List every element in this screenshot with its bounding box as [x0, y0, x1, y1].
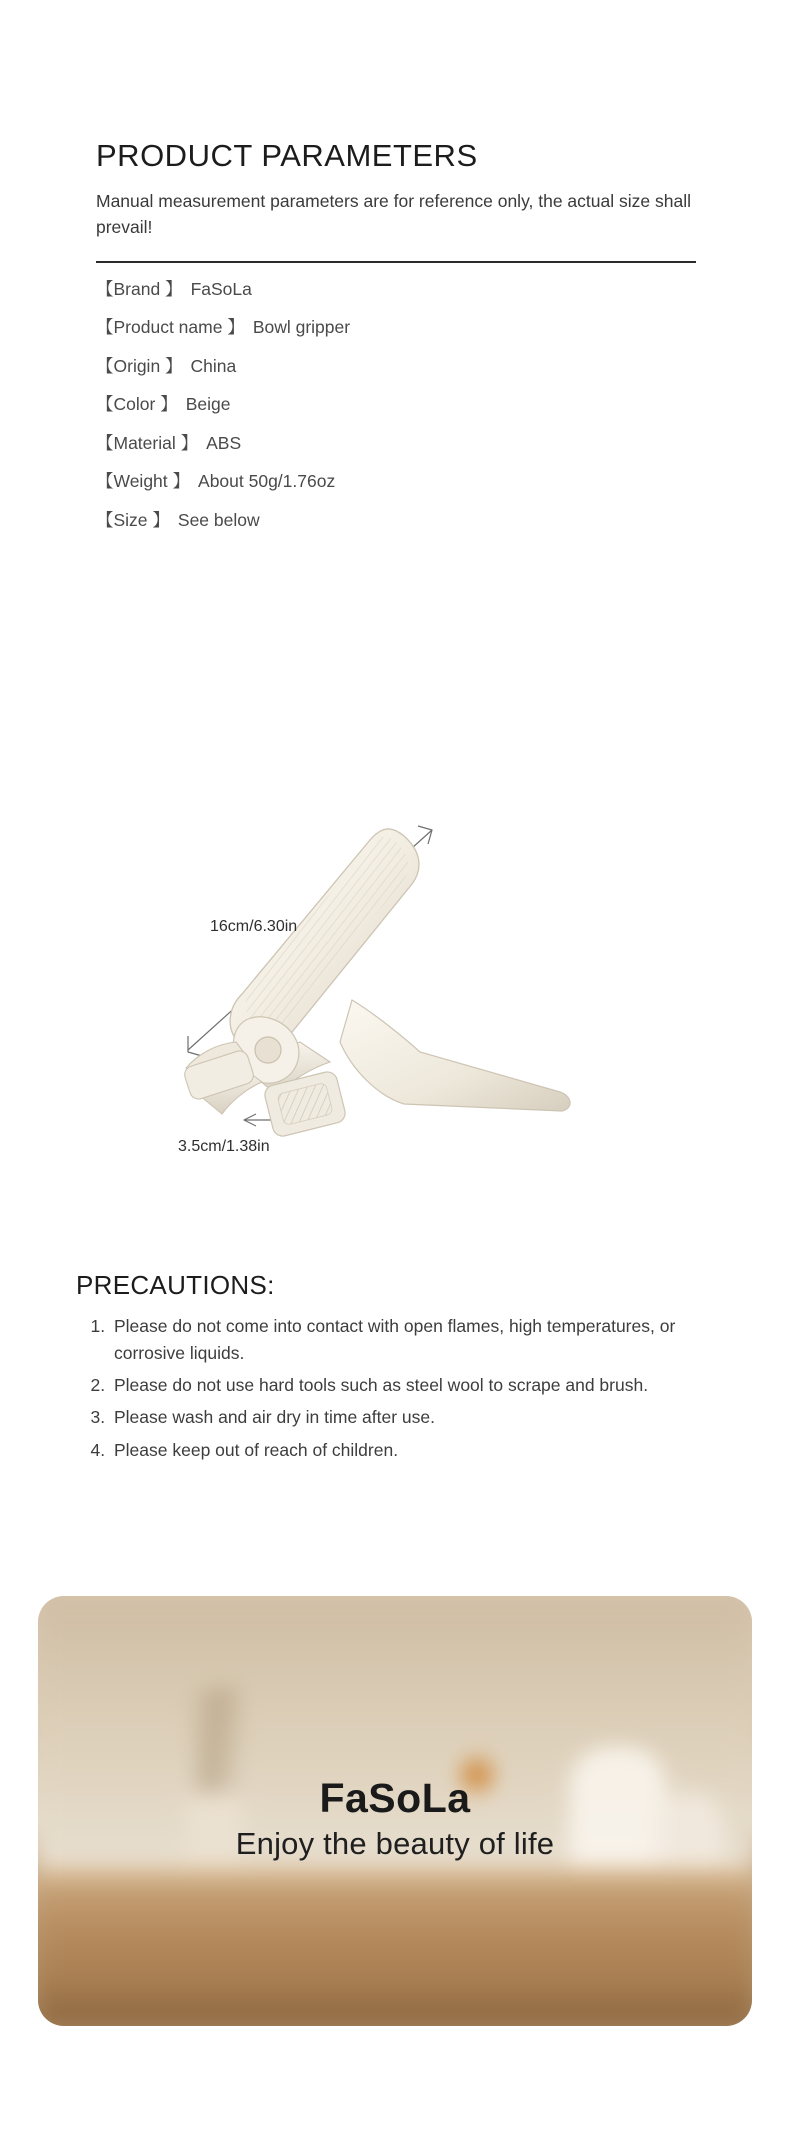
length-dimension-label: 16cm/6.30in [210, 918, 298, 935]
param-value: See below [177, 509, 260, 530]
param-value: About 50g/1.76oz [198, 471, 336, 491]
param-key: 【Product name 】 [96, 317, 245, 337]
param-key: 【Brand 】 [96, 278, 183, 299]
list-item: 1. Please do not come into contact with open flames, high temperatures, or corrosive liquids. [110, 1313, 716, 1367]
param-value: Bowl gripper [252, 317, 351, 337]
bowl-gripper-illustration [0, 690, 790, 1190]
product-dimension-diagram [0, 690, 790, 1190]
param-key: 【Material 】 [96, 432, 199, 453]
param-value: ABS [206, 432, 242, 453]
param-key: 【Color 】 [96, 394, 178, 414]
list-item [96, 319, 706, 358]
precautions-section [76, 1270, 716, 1469]
list-item [96, 509, 706, 551]
param-key: 【Origin 】 [96, 355, 183, 376]
list-item [96, 396, 706, 435]
param-key: 【Size 】 [96, 509, 170, 530]
param-value: FaSoLa [190, 278, 252, 299]
param-key: 【Weight 】 [96, 471, 191, 491]
parameter-list [96, 278, 706, 551]
list-item [96, 473, 706, 512]
precautions-title: PRECAUTIONS: [76, 1270, 275, 1300]
list-item [96, 278, 706, 320]
param-value: China [190, 355, 237, 376]
brand-logo-text: FaSoLa [319, 1774, 471, 1821]
list-item: 2. Please do not use hard tools such as steel wool to scrape and brush. [110, 1372, 716, 1399]
precautions-list [76, 1313, 716, 1464]
brand-banner [38, 1596, 752, 2026]
list-item: 3. Please wash and air dry in time after use. [110, 1404, 716, 1431]
list-item [96, 355, 706, 397]
page-title: PRODUCT PARAMETERS [96, 138, 478, 173]
param-value: Beige [185, 394, 231, 414]
width-dimension-label: 3.5cm/1.38in [178, 1138, 270, 1155]
banner-text-block [38, 1596, 752, 2026]
list-item [96, 432, 706, 474]
divider [96, 261, 696, 263]
list-item: 4. Please keep out of reach of children. [110, 1437, 716, 1464]
measurement-note: Manual measurement parameters are for reference only, the actual size shall prevail! [96, 191, 691, 238]
product-parameters-section [96, 138, 706, 550]
brand-tagline: Enjoy the beauty of life [235, 1825, 555, 1861]
